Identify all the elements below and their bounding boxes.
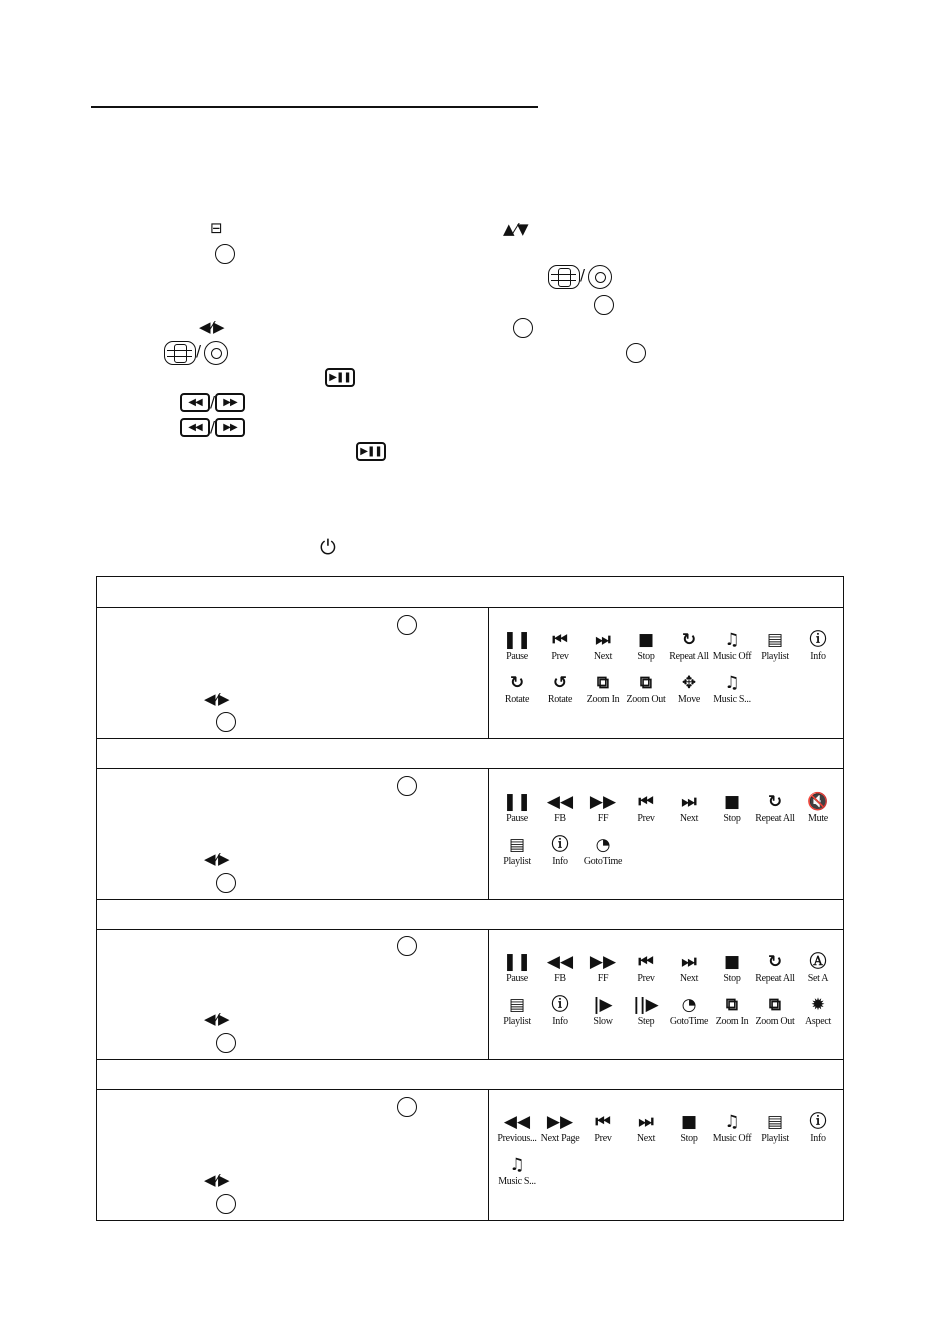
enter-button-icon <box>397 776 417 796</box>
pause-icon: ❚❚ <box>502 792 532 812</box>
skip-back-icon: ⏮ <box>638 952 654 972</box>
enter-button-icon <box>216 1033 236 1053</box>
info-icon: ⓘ <box>551 995 569 1015</box>
menu-icon-label: GotoTime <box>669 1016 709 1027</box>
ab-repeat-icon: Ⓐ <box>809 952 827 972</box>
menu-icon-label: Rotate <box>547 694 573 705</box>
zoom-out-icon: ⧉ <box>768 995 782 1015</box>
enter-button-icon <box>513 318 533 338</box>
menu-icon-label: Playlist <box>503 1016 531 1027</box>
rewind-button-icon: ◀◀ <box>180 393 210 412</box>
menu-icon-label: Previous... <box>497 1133 537 1144</box>
music-note-icon: ♫ <box>724 673 740 693</box>
enter-button-icon <box>594 295 614 315</box>
menu-icon-label: Next <box>679 973 699 984</box>
rotate-ccw-icon: ↺ <box>552 673 568 693</box>
menu-icon-label: Info <box>552 1016 568 1027</box>
slash-icon: / <box>580 266 586 284</box>
row-divider <box>97 738 843 739</box>
menu-icon-mute <box>793 791 843 825</box>
menu-icon-label: Music Off <box>712 1133 752 1144</box>
slash-icon: / <box>196 342 202 360</box>
menu-icon-label: FB <box>554 973 566 984</box>
menu-icon-label: FB <box>554 813 566 824</box>
menu-icon-label: Next <box>679 813 699 824</box>
skip-forward-icon: ⏭ <box>595 630 611 650</box>
fast-back-icon: ◀◀ <box>546 952 574 972</box>
power-icon: ⏻ <box>320 535 336 559</box>
menu-icon-label: Zoom In <box>715 1016 749 1027</box>
column-divider <box>488 929 489 1059</box>
menu-icon-label: Zoom In <box>586 694 620 705</box>
menu-icon-set-a <box>793 951 843 985</box>
menu-icon-label: Music S... <box>713 694 751 705</box>
menu-icon-label: Playlist <box>761 1133 789 1144</box>
menu-icon-label: Prev <box>551 651 569 662</box>
zoom-in-icon: ⧉ <box>596 673 610 693</box>
up-down-arrows-icon: ▲⁄▼ <box>503 220 529 238</box>
enter-button-icon <box>397 615 417 635</box>
enter-button-icon <box>216 712 236 732</box>
slash-icon: / <box>210 418 216 436</box>
menu-icon-label: Aspect <box>805 1016 831 1027</box>
menu-icon-label: Set A <box>807 973 829 984</box>
menu-icon-label: Music S... <box>498 1176 536 1187</box>
row-divider <box>97 1089 843 1090</box>
menu-icon-label: Pause <box>506 973 528 984</box>
menu-icon-label: Stop <box>637 651 655 662</box>
menu-icon-label: Info <box>552 856 568 867</box>
slow-icon: |▶ <box>593 995 613 1015</box>
stop-icon: ■ <box>637 630 655 650</box>
row-divider <box>97 929 843 930</box>
left-right-arrows-icon: ◀⁄▶ <box>204 690 230 708</box>
title-underline <box>91 106 538 108</box>
fast-forward-icon: ▶▶ <box>589 952 617 972</box>
playlist-icon: ▤ <box>508 995 526 1015</box>
menu-icon-aspect <box>793 994 843 1028</box>
menu-icon-gototime <box>578 834 628 868</box>
menu-icon-label: Prev <box>594 1133 612 1144</box>
move-icon: ✥ <box>681 673 697 693</box>
play-pause-button-icon: ▶❚❚ <box>325 368 355 387</box>
zoom-in-icon: ⧉ <box>725 995 739 1015</box>
playlist-icon: ▤ <box>766 630 784 650</box>
skip-back-icon: ⏮ <box>595 1112 611 1132</box>
left-right-arrows-icon: ◀⁄▶ <box>204 850 230 868</box>
menu-icon-label: Info <box>810 1133 826 1144</box>
info-icon: ⓘ <box>551 835 569 855</box>
menu-icon-label: Music Off <box>712 651 752 662</box>
column-divider <box>488 607 489 738</box>
menu-icon-music-s <box>707 672 757 706</box>
forward-button-icon: ▶▶ <box>215 393 245 412</box>
row-divider <box>97 607 843 608</box>
skip-back-icon: ⏮ <box>638 792 654 812</box>
row-divider <box>97 899 843 900</box>
menu-icon-label: Playlist <box>503 856 531 867</box>
menu-icon-label: FF <box>597 813 609 824</box>
left-right-arrows-icon: ◀⁄▶ <box>204 1010 230 1028</box>
skip-forward-icon: ⏭ <box>638 1112 654 1132</box>
navigation-key-icon <box>548 265 580 289</box>
repeat-icon: ↻ <box>767 792 783 812</box>
enter-button-icon <box>216 873 236 893</box>
menu-icon-label: Next Page <box>540 1133 580 1144</box>
repeat-icon: ↻ <box>681 630 697 650</box>
input-source-icon: ⊟ <box>210 219 223 237</box>
column-divider <box>488 768 489 899</box>
menu-icon-label: Prev <box>637 973 655 984</box>
menu-icon-label: Pause <box>506 651 528 662</box>
function-table <box>96 576 844 1221</box>
skip-back-icon: ⏮ <box>552 630 568 650</box>
menu-icon-label: Stop <box>680 1133 698 1144</box>
clock-icon: ◔ <box>681 995 697 1015</box>
column-divider <box>488 1089 489 1221</box>
skip-forward-icon: ⏭ <box>681 952 697 972</box>
row-divider <box>97 768 843 769</box>
enter-button-icon <box>397 936 417 956</box>
info-icon: ⓘ <box>809 1112 827 1132</box>
menu-icon-label: Step <box>637 1016 655 1027</box>
menu-icon-label: Repeat All <box>755 813 795 824</box>
gear-icon: ✹ <box>810 995 826 1015</box>
dial-icon <box>204 341 228 365</box>
enter-button-icon <box>216 1194 236 1214</box>
menu-icon-label: Prev <box>637 813 655 824</box>
fast-forward-icon: ▶▶ <box>589 792 617 812</box>
stop-icon: ■ <box>680 1112 698 1132</box>
row-divider <box>97 1059 843 1060</box>
clock-icon: ◔ <box>595 835 611 855</box>
menu-icon-info <box>793 1111 843 1145</box>
zoom-out-icon: ⧉ <box>639 673 653 693</box>
step-icon: ||▶ <box>633 995 659 1015</box>
music-note-icon: ♫ <box>509 1155 525 1175</box>
music-off-icon: ♫ <box>724 1112 740 1132</box>
stop-icon: ■ <box>723 792 741 812</box>
menu-icon-music-s <box>492 1154 542 1188</box>
menu-icon-label: Next <box>593 651 613 662</box>
menu-icon-label: Playlist <box>761 651 789 662</box>
menu-icon-label: Info <box>810 651 826 662</box>
menu-icon-label: Mute <box>808 813 828 824</box>
pause-icon: ❚❚ <box>502 630 532 650</box>
menu-icon-label: Repeat All <box>755 973 795 984</box>
play-pause-button-icon: ▶❚❚ <box>356 442 386 461</box>
music-off-icon: ♫ <box>724 630 740 650</box>
stop-icon: ■ <box>723 952 741 972</box>
skip-forward-icon: ⏭ <box>681 792 697 812</box>
info-icon: ⓘ <box>809 630 827 650</box>
enter-button-icon <box>397 1097 417 1117</box>
navigation-key-icon <box>164 341 196 365</box>
menu-icon-label: FF <box>597 973 609 984</box>
playlist-icon: ▤ <box>508 835 526 855</box>
menu-icon-label: Zoom Out <box>626 694 666 705</box>
menu-icon-info <box>793 629 843 663</box>
slash-icon: / <box>210 393 216 411</box>
rotate-cw-icon: ↻ <box>509 673 525 693</box>
menu-icon-label: Repeat All <box>669 651 709 662</box>
left-right-arrows-icon: ◀⁄▶ <box>204 1171 230 1189</box>
menu-icon-label: Move <box>677 694 701 705</box>
pause-icon: ❚❚ <box>502 952 532 972</box>
rewind-button-icon: ◀◀ <box>180 418 210 437</box>
menu-icon-label: Pause <box>506 813 528 824</box>
fast-forward-icon: ▶▶ <box>546 1112 574 1132</box>
repeat-icon: ↻ <box>767 952 783 972</box>
menu-icon-label: Stop <box>723 813 741 824</box>
menu-icon-label: Zoom Out <box>755 1016 795 1027</box>
left-right-arrows-icon: ◀⁄▶ <box>199 318 225 336</box>
menu-icon-label: Slow <box>593 1016 613 1027</box>
fast-back-icon: ◀◀ <box>546 792 574 812</box>
menu-icon-label: Rotate <box>504 694 530 705</box>
dial-icon <box>588 265 612 289</box>
enter-button-icon <box>626 343 646 363</box>
menu-icon-label: GotoTime <box>583 856 623 867</box>
mute-icon: 🔇 <box>807 792 829 812</box>
forward-button-icon: ▶▶ <box>215 418 245 437</box>
playlist-icon: ▤ <box>766 1112 784 1132</box>
menu-icon-label: Next <box>636 1133 656 1144</box>
menu-icon-label: Stop <box>723 973 741 984</box>
fast-back-icon: ◀◀ <box>503 1112 531 1132</box>
enter-button-icon <box>215 244 235 264</box>
